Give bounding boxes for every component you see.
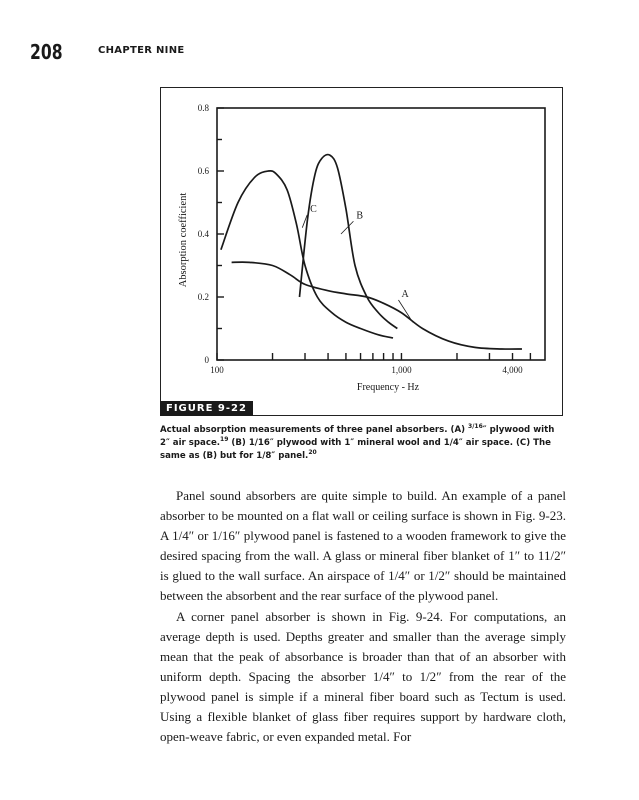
y-axis-label: Absorption coefficient — [178, 192, 189, 288]
paragraph-1: Panel sound absorbers are quite simple to build. An example of a panel absorber to be mounted on a flat wall or ceiling surface is shown in Fig. 9-23. A 1/4″ or 1/16″ plywood panel is fastened to a wooden framework to give the desired spacing from the wall. A glass or mineral fiber blanket of 1″ to 11/2″ is glued to the wall surface. An airspace of 1/4″ or 1/2″ should be maintained between the absorbent and the rear surface of the plywood panel. — [160, 488, 566, 604]
chapter-title: CHAPTER NINE — [98, 45, 185, 56]
annotation-label-C: C — [310, 203, 317, 215]
figure-caption: Actual absorption measurements of three panel absorbers. (A) $^{3/16}$″ plywood with 2″ air space.$^{19}$ (B) 1/16″ plywood with 1″ mineral wool and 1/4″ air space. (C) The same as (B) but for 1/8″ panel.$^{20}$ — [160, 423, 555, 461]
fraction: 1/16 — [211, 528, 235, 544]
x-tick-label: 4,000 — [502, 365, 523, 375]
fraction: 1/4 — [443, 438, 459, 448]
fraction: 1/4 — [372, 668, 390, 684]
fraction-num: 3/16 — [468, 423, 483, 431]
x-tick-label: 100 — [210, 365, 224, 375]
y-tick-label: 0.4 — [197, 229, 209, 239]
figure-chart-frame — [160, 87, 563, 416]
fraction: 1/8 — [256, 451, 272, 461]
annotation-leader — [341, 221, 353, 234]
paragraph-2: A corner panel absorber is shown in Fig. 9-24. For computations, an average depth is used. Depths greater and smaller than the average simply mean that the peak of absorbance is broader than that of an absorber with uniform depth. Spacing the absorber 1/4″ to 1/2″ from the rear of the plywood panel is simple if a mineral fiber board such as Tectum is used. Using a flexible blanket of glass fiber requires support by hardware cloth, open-weave fabric, or even expanded metal. For — [160, 608, 566, 745]
fraction: 1/16 — [248, 438, 270, 448]
body-text — [160, 486, 566, 747]
x-tick-label: 1,000 — [391, 365, 412, 375]
figure-label: FIGURE 9-22 — [160, 401, 253, 416]
annotation-label-A: A — [401, 289, 409, 300]
y-tick-label: 0.2 — [197, 292, 209, 302]
fraction: 1/2 — [419, 668, 437, 684]
citation-ref: 19 — [220, 436, 229, 444]
fraction: 1/4 — [172, 528, 189, 544]
x-axis-label: Frequency - Hz — [356, 382, 420, 393]
page-header — [30, 40, 590, 64]
series-line-C — [221, 171, 393, 338]
page-number: 208 — [30, 40, 63, 64]
y-tick-label: 0.8 — [197, 103, 209, 113]
series-line-A — [232, 262, 522, 349]
y-tick-label: 0 — [204, 355, 209, 365]
fraction: 1/4 — [388, 568, 405, 584]
citation-ref: 20 — [308, 449, 317, 457]
annotation-label-B: B — [356, 210, 364, 222]
fraction: 1/2 — [428, 568, 445, 584]
plot-frame — [217, 108, 545, 360]
y-tick-label: 0.6 — [197, 166, 209, 176]
annotation-leader — [398, 300, 412, 322]
fraction: 1/2 — [543, 548, 561, 564]
absorption-chart — [161, 88, 564, 417]
